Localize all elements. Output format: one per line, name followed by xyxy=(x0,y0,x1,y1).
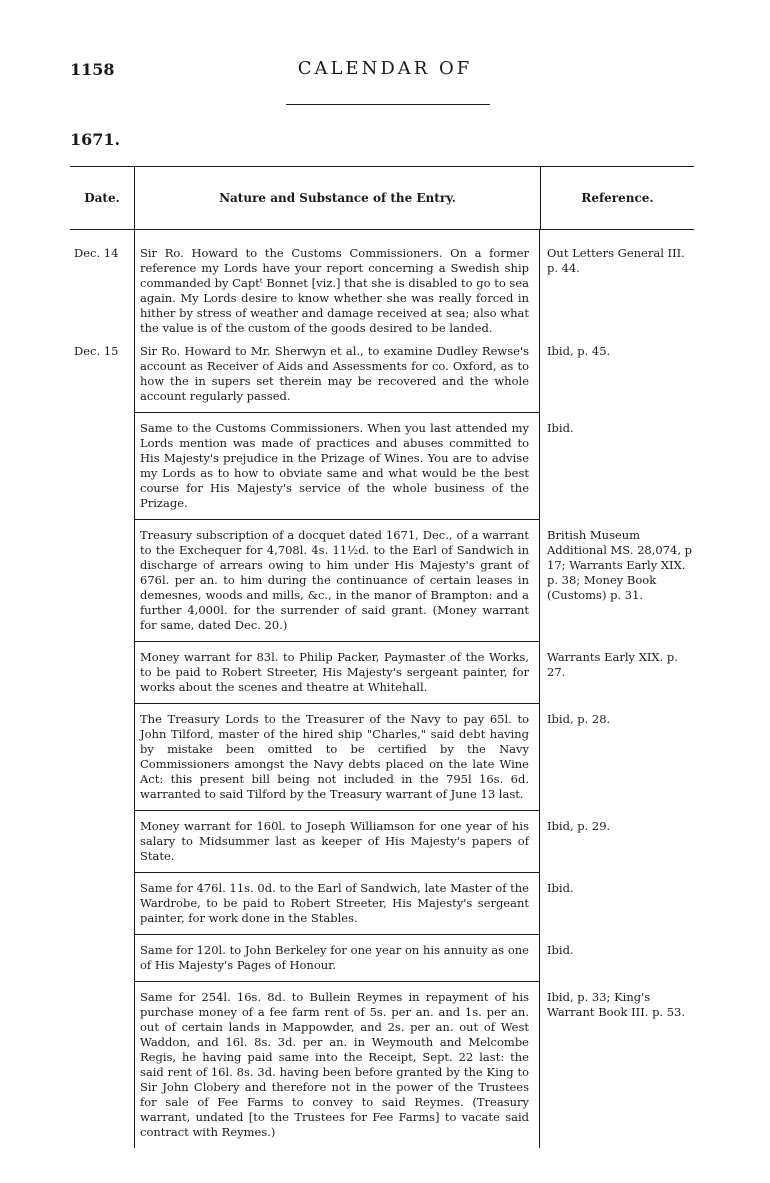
entry-date xyxy=(70,943,134,973)
entry-date xyxy=(70,528,134,633)
page-number: 1158 xyxy=(70,60,115,79)
entry-text: Same to the Customs Commissioners. When you last attended my Lords mention was made of practices and abuses committed to His Majesty's prejudice in the Prizage of Wines. You are to advise my Lords as to how to obviate same and what would be the best course for His Majesty's service of the whole business of the Prizage. xyxy=(140,421,529,510)
entry-separator xyxy=(134,981,539,982)
entry-date xyxy=(70,990,134,1140)
reference-column-header xyxy=(541,167,694,229)
entry-text: Same for 476l. 11s. 0d. to the Earl of Sandwich, late Master of the Wardrobe, to be paid to Robert Streeter, His Majesty's sergeant painter, for work done in the Stables. xyxy=(140,881,529,925)
entry-row xyxy=(70,881,694,934)
entry-date: Dec. 15 xyxy=(74,344,119,358)
entry-reference: Ibid. xyxy=(547,421,574,435)
entry-row xyxy=(70,819,694,872)
calendar-table xyxy=(70,166,694,1148)
entry-row xyxy=(70,246,694,344)
entry-separator xyxy=(134,703,539,704)
entry-text: Same for 254l. 16s. 8d. to Bullein Reymes in repayment of his purchase money of a fee farm rent of 5s. per an. and 1s. per an. out of certain lands in Mappowder, and 2s. per an. out of West Waddon, and 16l. 8s. 3d. per an. in Weymouth and Melcombe Regis, he having paid same into the Receipt, Sept. 22 last: the said rent of 16l. 8s. 3d. having been before granted by the King to Sir John Clobery and therefore not in the power of the Trustees for sale of Fee Farms to convey to said Reymes. (Treasury warrant, undated [to the Trustees for Fee Farms] to vacate said contract with Reymes.) xyxy=(140,990,529,1139)
entry-separator xyxy=(134,934,539,935)
entry-date xyxy=(70,881,134,926)
head-rule xyxy=(286,104,490,105)
date-column-header xyxy=(70,167,135,229)
entry-date xyxy=(70,650,134,695)
entry-row xyxy=(70,528,694,641)
entry-reference: British Museum Additional MS. 28,074, p 17; Warrants Early XIX. p. 38; Money Book (Customs) p. 31. xyxy=(547,528,692,602)
running-head: CALENDAR OF xyxy=(297,58,473,79)
reference-column-label: Reference. xyxy=(581,191,654,205)
entry-row xyxy=(70,943,694,981)
entry-date: Dec. 14 xyxy=(74,246,119,260)
entry-separator xyxy=(134,872,539,873)
date-column-rule xyxy=(134,230,135,1148)
entry-row xyxy=(70,650,694,703)
entry-separator xyxy=(134,519,539,520)
entry-reference: Ibid, p. 33; King's Warrant Book III. p. 53. xyxy=(547,990,686,1019)
entry-text: Money warrant for 160l. to Joseph Williamson for one year of his salary to Midsummer last as keeper of His Majesty's papers of State. xyxy=(140,819,529,863)
entry-reference: Ibid. xyxy=(547,881,574,895)
entry-row xyxy=(70,344,694,412)
entry-text: Same for 120l. to John Berkeley for one year on his annuity as one of His Majesty's Pages of Honour. xyxy=(140,943,529,972)
entry-separator xyxy=(134,412,539,413)
nature-column-label: Nature and Substance of the Entry. xyxy=(219,191,456,205)
entry-reference: Ibid, p. 28. xyxy=(547,712,611,726)
entry-row xyxy=(70,712,694,810)
entries-body xyxy=(70,230,694,1148)
column-headers xyxy=(70,167,694,229)
entry-separator xyxy=(134,810,539,811)
entry-reference: Ibid. xyxy=(547,943,574,957)
entry-text: Sir Ro. Howard to the Customs Commissioners. On a former reference my Lords have your report concerning a Swedish ship commanded by Captᵗ Bonnet [viz.] that she is disabled to go to sea again. My Lords desire to know whether she was really forced in hither by stress of weather and damage received at sea; also what the value is of the custom of the goods desired to be landed. xyxy=(140,246,529,335)
entry-reference: Ibid, p. 45. xyxy=(547,344,611,358)
entry-row xyxy=(70,421,694,519)
reference-column-rule xyxy=(539,230,540,1148)
entry-row xyxy=(70,990,694,1148)
entry-reference: Ibid, p. 29. xyxy=(547,819,611,833)
entry-date xyxy=(70,712,134,802)
entry-text: Sir Ro. Howard to Mr. Sherwyn et al., to examine Dudley Rewse's account as Receiver of Aids and Assessments for co. Oxford, as to how the in supers set therein may be recovered and the whole account regularly passed. xyxy=(140,344,529,403)
entry-text: Money warrant for 83l. to Philip Packer, Paymaster of the Works, to be paid to Robert Streeter, His Majesty's sergeant painter, for works about the scenes and theatre at Whitehall. xyxy=(140,650,529,694)
entry-separator xyxy=(134,641,539,642)
entry-reference: Warrants Early XIX. p. 27. xyxy=(547,650,678,679)
entry-text: The Treasury Lords to the Treasurer of the Navy to pay 65l. to John Tilford, master of the hired ship "Charles," said debt having by mistake been omitted to be certified by the Navy Commissioners amongst the Navy debts placed on the late Wine Act: this present bill being not included in the 795l 16s. 6d. warranted to said Tilford by the Treasury warrant of June 13 last. xyxy=(140,712,529,801)
entry-reference: Out Letters General III. p. 44. xyxy=(547,246,685,275)
nature-column-header xyxy=(135,167,541,229)
entry-date xyxy=(70,421,134,511)
date-column-label: Date. xyxy=(84,191,120,205)
entry-text: Treasury subscription of a docquet dated 1671, Dec., of a warrant to the Exchequer for 4,708l. 4s. 11½d. to the Earl of Sandwich in discharge of arrears owing to him under His Majesty's grant of 676l. per an. to him during the continuance of certain leases in demesnes, woods and mills, &c., in the manor of Brampton: and a further 4,000l. for the surrender of said grant. (Money warrant for same, dated Dec. 20.) xyxy=(140,528,529,632)
year-heading: 1671. xyxy=(70,130,121,149)
entry-date xyxy=(70,819,134,864)
